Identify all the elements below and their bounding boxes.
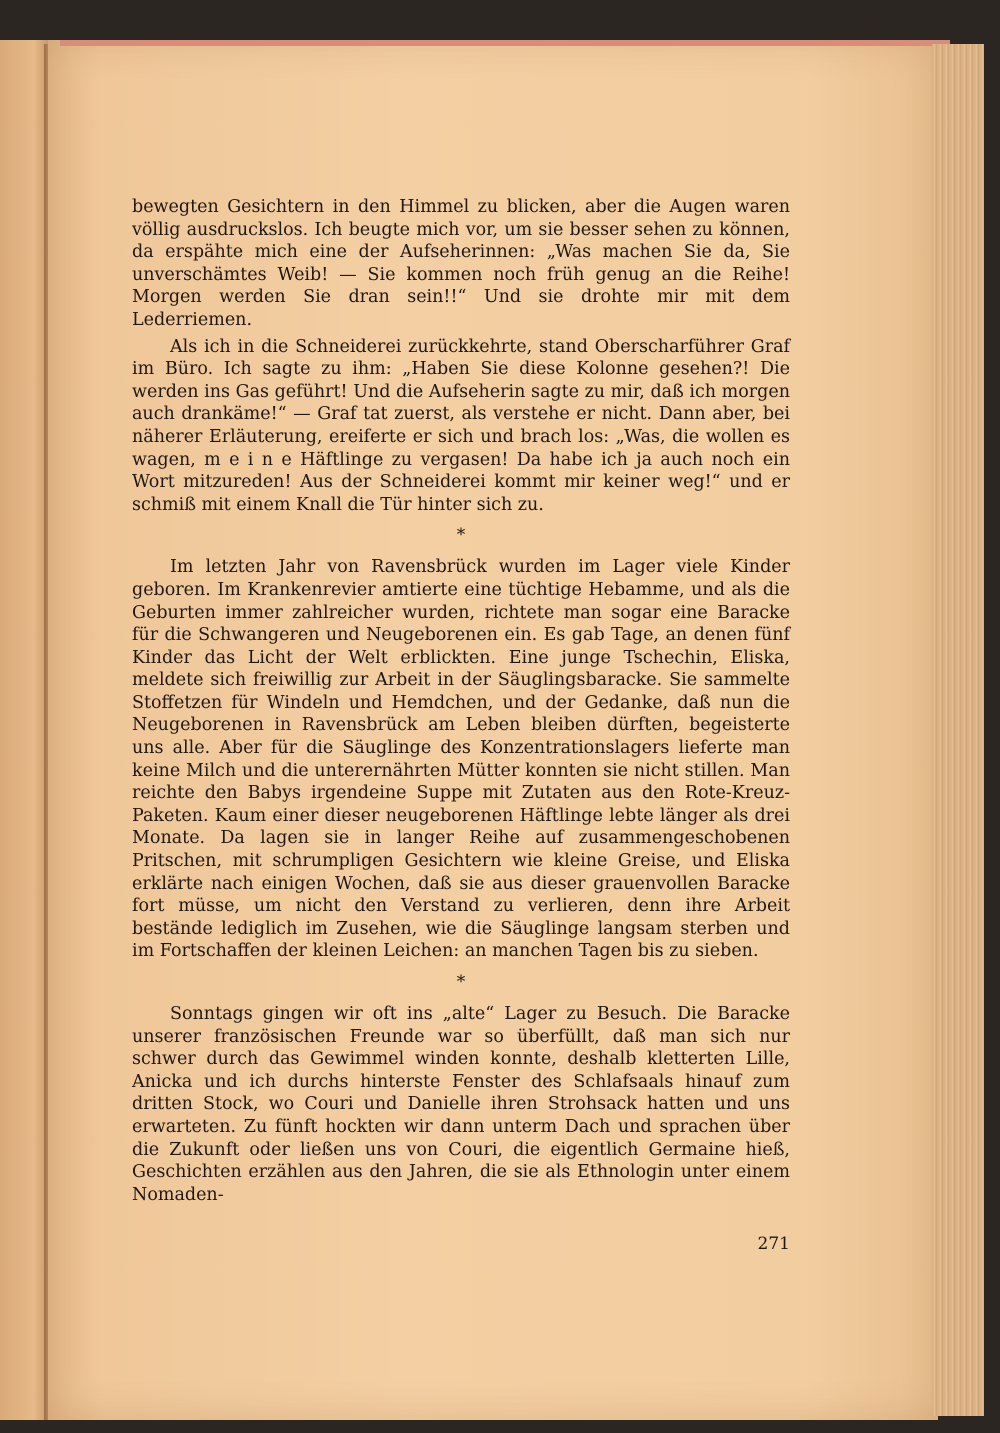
left-page-edge <box>0 40 48 1420</box>
paragraph: bewegten Gesichtern in den Himmel zu blicken, aber die Augen waren völlig ausdruckslos. Ich beugte mich vor, um sie besser sehen zu können, da erspähte mich eine der Aufseherinnen: „Was machen Sie da, Sie unverschämtes Weib! — Sie kommen noch früh genug an die Reihe! Morgen werden Sie dran sein!!“ Und sie drohte mir mit dem Lederriemen. <box>132 197 790 330</box>
paragraph: Im letzten Jahr von Ravensbrück wurden im Lager viele Kinder geboren. Im Krankenrevier amtierte eine tüchtige Hebamme, und als die Geburten immer zahlreicher wurden, richtete man sogar eine Baracke für die Schwangeren und Neugeborenen ein. Es gab Tage, an denen fünf Kinder das Licht der Welt erblickten. Eine junge Tschechin, Eliska, meldete sich freiwillig zur Arbeit in der Säuglingsbaracke. Sie sammelte Stoffetzen für Windeln und Hemdchen, und der Gedanke, daß nun die Neugeborenen in Ravensbrück am Leben bleiben dürften, begeisterte uns alle. Aber für die Säuglinge des Konzentrationslagers lieferte man keine Milch und die unterernährten Mütter konnten sie nicht stillen. Man reichte den Babys irgendeine Suppe mit Zutaten aus den Rote-Kreuz-Paketen. Kaum einer dieser neugeborenen Häftlinge lebte länger als drei Monate. Da lagen sie in langer Reihe auf zusammengeschobenen Pritschen, mit schrumpligen Gesichtern wie kleine Greise, und Eliska erklärte nach einigen Wochen, daß sie aus dieser grauenvollen Baracke fort müsse, um nicht den Verstand zu verlieren, denn ihre Arbeit bestände lediglich im Zusehen, wie die Säuglinge langsam sterben und im Fortschaffen der kleinen Leichen: an manchen Tagen bis zu sieben. <box>132 557 790 962</box>
page-stack-edges <box>932 44 984 1416</box>
page-number: 271 <box>757 1234 790 1254</box>
section-separator: * <box>456 972 466 992</box>
page-text <box>132 196 790 1206</box>
paragraph: Als ich in die Schneiderei zurückkehrte, stand Oberscharführer Graf im Büro. Ich sagte zu ihm: „Haben Sie diese Kolonne gesehen?! Die werden ins Gas geführt! Und die Aufseherin sagte zu mir, daß ich morgen auch drankäme!“ — Graf tat zuerst, als verstehe er nicht. Dann aber, bei näherer Erläuterung, ereiferte er sich und brach los: „Was, die wollen es wagen, m e i n e Häftlinge zu vergasen! Da habe ich ja auch noch ein Wort mitzureden! Aus der Schneiderei kommt mir keiner weg!“ und er schmiß mit einem Knall die Tür hinter sich zu. <box>132 336 790 515</box>
paragraph: Sonntags gingen wir oft ins „alte“ Lager zu Besuch. Die Baracke unserer französischen Freunde war so überfüllt, daß man sich nur schwer durch das Gewimmel winden konnte, deshalb kletterten Lille, Anicka und ich durchs hinterste Fenster des Schlafsaals hinauf zum dritten Stock, wo Couri und Danielle ihren Strohsack hatten und uns erwarteten. Zu fünft hockten wir dann unterm Dach und sprachen über die Zukunft oder ließen uns von Couri, die eigentlich Germaine hieß, Geschichten erzählen aus den Jahren, die sie als Ethnologin unter einem Nomaden- <box>132 1004 790 1205</box>
page-top-edge <box>60 40 950 46</box>
section-separator: * <box>456 525 466 546</box>
